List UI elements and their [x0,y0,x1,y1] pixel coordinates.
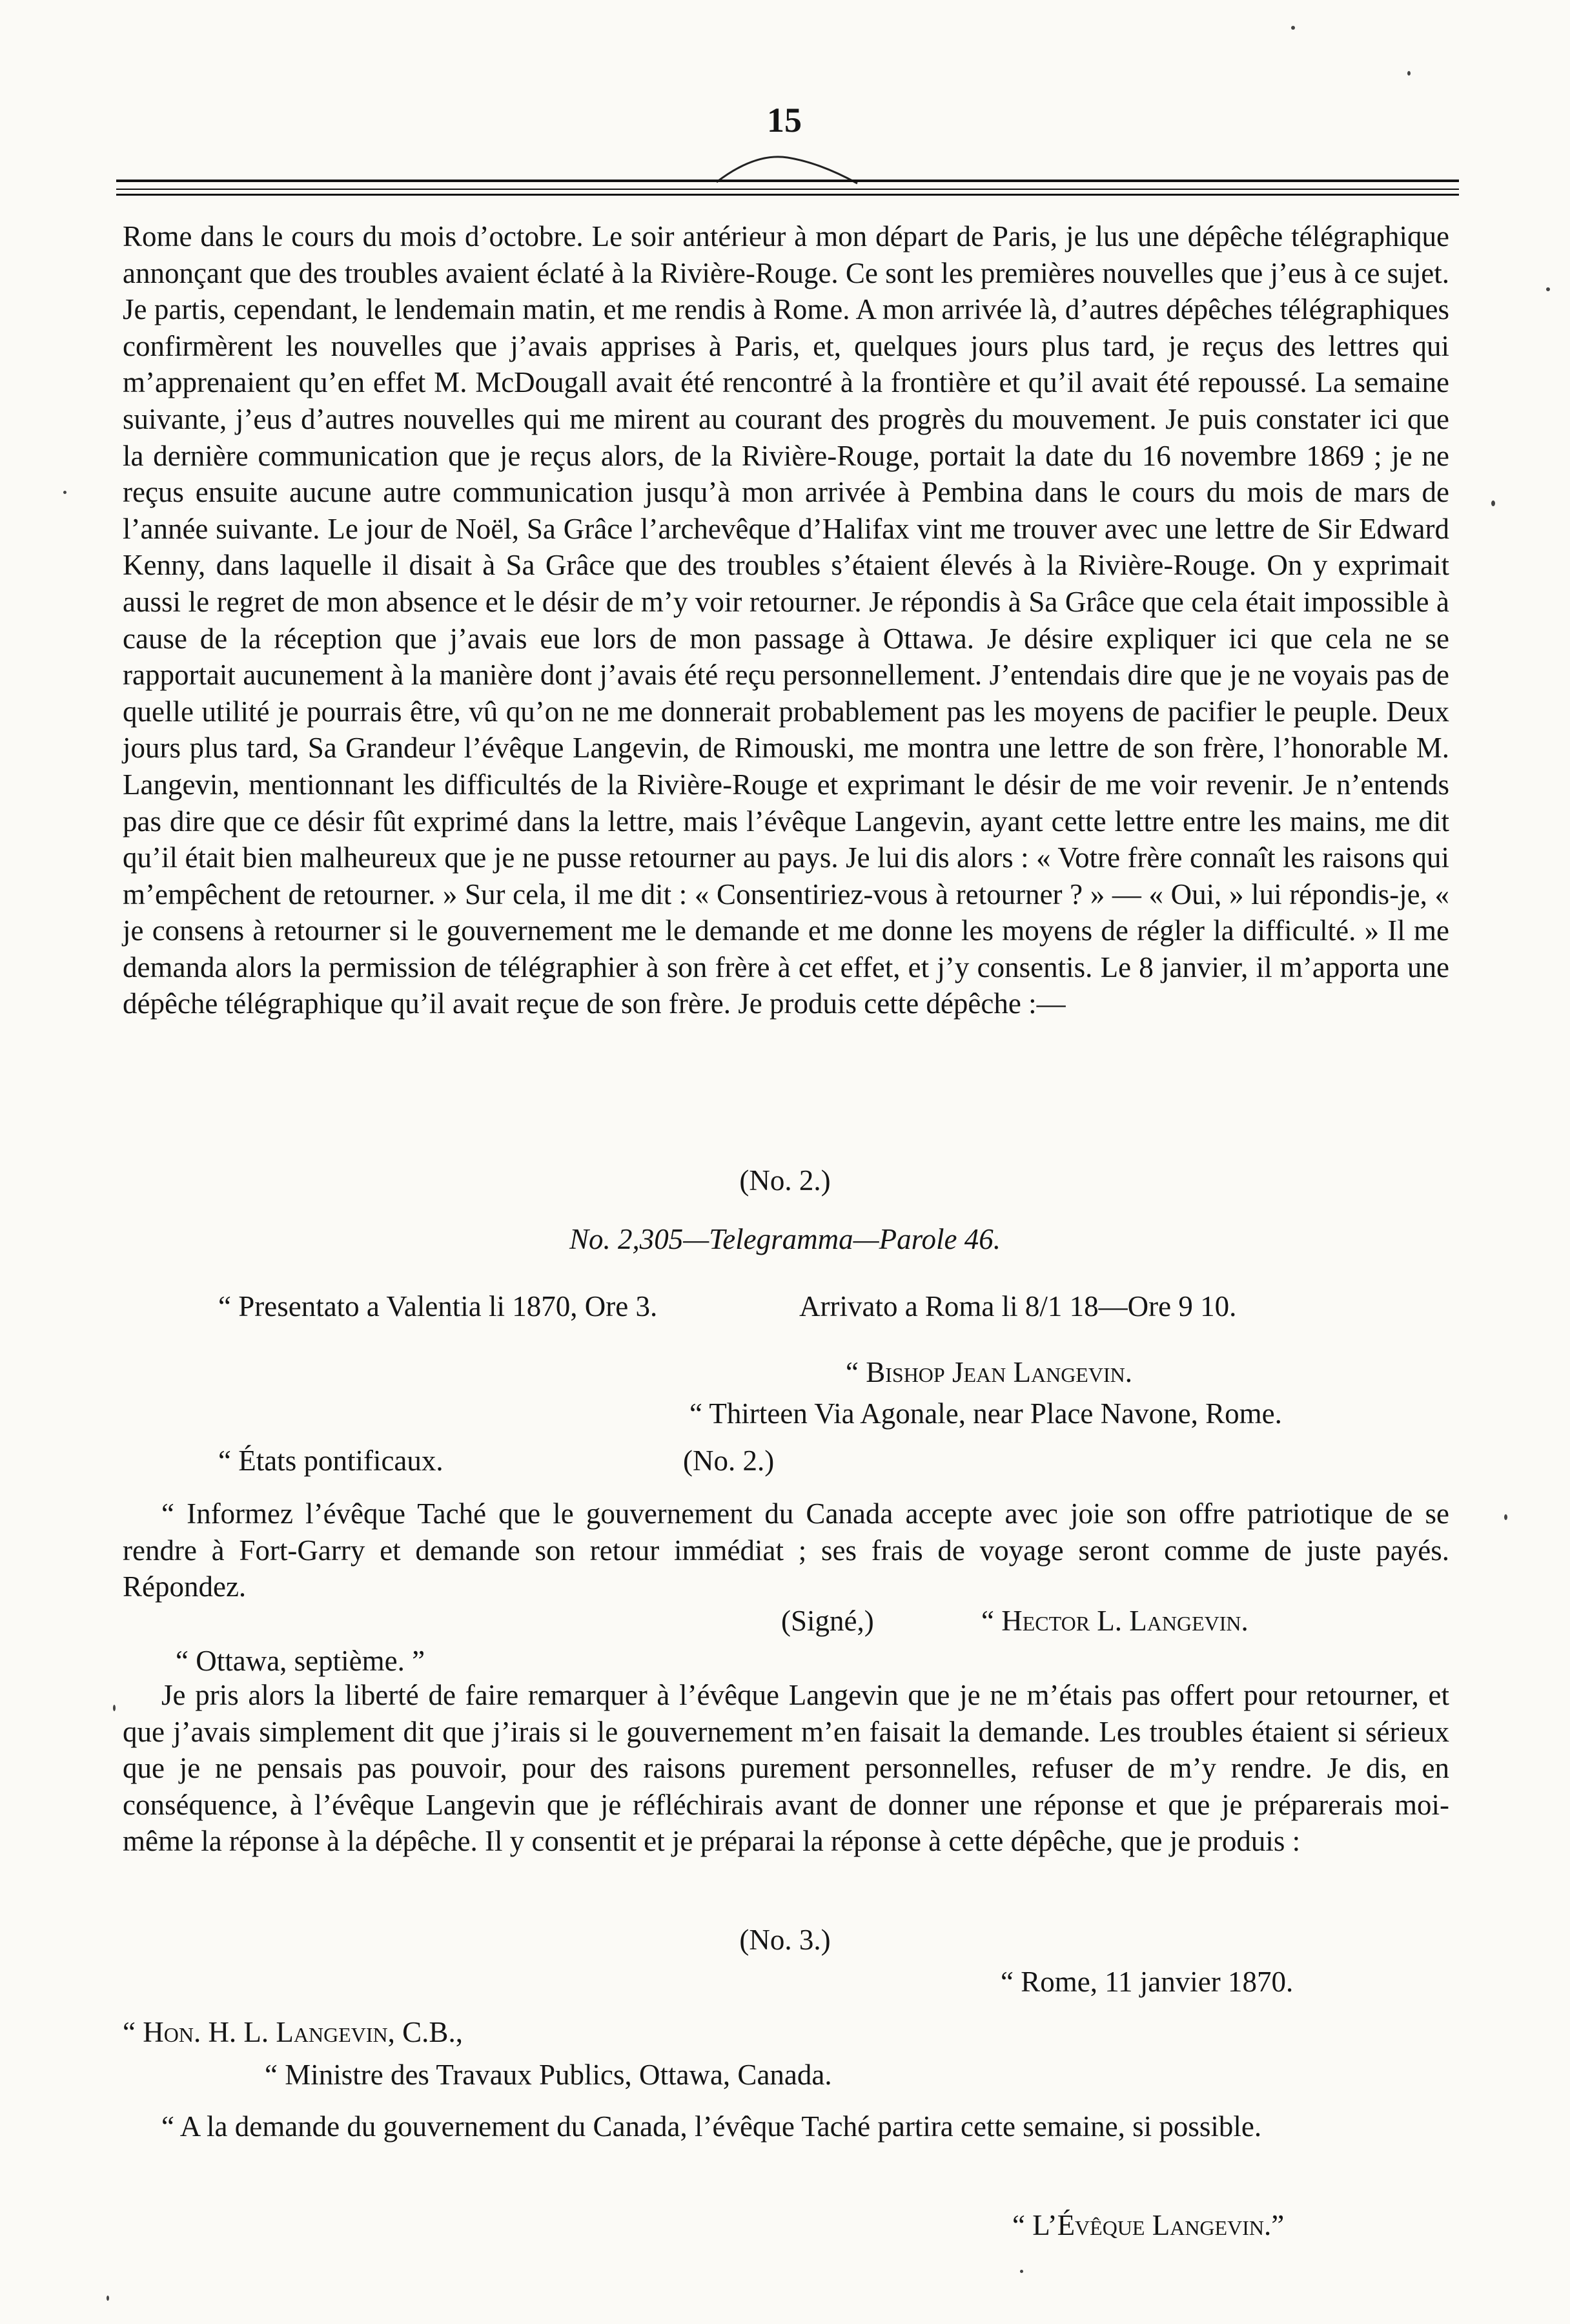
telegram-word: —Telegramma— [683,1223,879,1255]
telegram-parole: Parole 46. [879,1223,1001,1255]
scan-speck [63,491,66,494]
scan-speck [1407,71,1411,76]
telegram-address: “ Thirteen Via Agonale, near Place Navone, Rome. [689,1397,1282,1430]
letter-signature: “ L’Évêque Langevin.” [1012,2209,1285,2241]
telegram-etats: “ États pontificaux. [218,1445,443,1477]
document-label-no2: (No. 2.) [739,1164,831,1197]
telegram-place: “ Ottawa, septième. ” [176,1645,425,1677]
paragraph-2: Je pris alors la liberté de faire remarquer à l’évêque Langevin que je ne m’étais pas offert pour retourner, et que j’avais simplement dit que j’irais si le gouvernement m’en faisait la demande. Les troubles étaient si sérieux que je ne pensais pas pouvoir, pour des raisons purement personnelles, refuser de m’y rendre. Je dis, en conséquence, à l’évêque Langevin que je réfléchirais avant de donner une réponse et que je préparerais moi-même la réponse à la dépêche. Il y consentit et je préparai la réponse à cette dépêche, que je produis : [123,1679,1449,1858]
header-rule-thin [116,189,1459,190]
page-number: 15 [767,101,802,139]
telegram-message: “ Informez l’évêque Taché que le gouvernement du Canada accepte avec joie son offre patriotique de se rendre à Fort-Garry et demande son retour immédiat ; ses frais de voyage seront comme de juste payés. Répondez. [123,1497,1449,1603]
letter-addressee: “ Hon. H. L. Langevin, C.B., [123,2016,463,2048]
scan-speck [107,2296,109,2301]
scan-speck [1020,2270,1023,2273]
scan-speck [1546,287,1550,291]
header-rule-lower [116,194,1459,196]
telegram-signe: (Signé,) [781,1605,874,1637]
scan-speck [1491,500,1495,506]
telegram-header [0,1222,1570,1256]
telegram-number: No. 2,305 [569,1223,684,1255]
document-label-no3: (No. 3.) [739,1924,831,1956]
letter-message: “ A la demande du gouvernement du Canada, l’évêque Taché partira cette semaine, si possible. [161,2110,1262,2143]
telegram-addressee: “ Bishop Jean Langevin. [846,1356,1132,1388]
letter-title: “ Ministre des Travaux Publics, Ottawa, Canada. [265,2059,832,2091]
scan-speck [113,1705,116,1711]
letter-date: “ Rome, 11 janvier 1870. [1001,1966,1294,1998]
paragraph-1: Rome dans le cours du mois d’octobre. Le soir antérieur à mon départ de Paris, je lus une dépêche télégraphique annonçant que des troubles avaient éclaté à la Rivière-Rouge. Ce sont les premières nouvelles que j’eus à ce sujet. Je partis, cependant, le lendemain matin, et me rendis à Rome. A mon arrivée là, d’autres dépêches télégraphiques confirmèrent les nouvelles que j’avais apprises à Paris, et, quelques jours plus tard, je reçus des lettres qui m’apprenaient qu’en effet M. McDougall avait été rencontré à la frontière et qu’il avait été repoussé. La semaine suivante, j’eus d’autres nouvelles qui me mirent au courant des progrès du mouvement. Je puis constater ici que la dernière communication que je reçus alors, de la Rivière-Rouge, portait la date du 16 novembre 1869 ; je ne reçus ensuite aucune autre communication jusqu’à mon arrivée à Pembina dans le cours du mois de mars de l’année suivante. Le jour de Noël, Sa Grâce l’archevêque d’Halifax vint me trouver avec une lettre de Sir Edward Kenny, dans laquelle il disait à Sa Grâce que des troubles s’étaient élevés à la Rivière-Rouge. On y exprimait aussi le regret de mon absence et le désir de m’y voir retourner. Je répondis à Sa Grâce que cela était impossible à cause de la réception que j’avais eue lors de mon passage à Ottawa. Je désire expliquer ici que cela ne se rapportait aucunement à la manière dont j’avais été reçu personnellement. J’entendais dire que je ne voyais pas de quelle utilité je pourrais être, vû qu’on ne me donnerait probablement pas les moyens de pacifier le peuple. Deux jours plus tard, Sa Grandeur l’évêque Langevin, de Rimouski, me montra une lettre de son frère, l’honorable M. Langevin, mentionnant les difficultés de la Rivière-Rouge et exprimant le désir de me voir revenir. Je n’entends pas dire que ce désir fût exprimé dans la lettre, mais l’évêque Langevin, ayant cette lettre entre les mains, me dit qu’il était bien malheureux que je ne pusse retourner au pays. Je lui dis alors : « Votre frère connaît les raisons qui m’empêchent de retourner. » Sur cela, il me dit : « Consentiriez-vous à retourner ? » — « Oui, » lui répondis-je, « je consens à retourner si le gouvernement me le demande et me donne les moyens de régler la difficulté. » Il me demanda alors la permission de télégraphier à son frère à cet effet, et j’y consentis. Le 8 janvier, il m’apporta une dépêche télégraphique qu’il avait reçue de son frère. Je produis cette dépêche :— [123,220,1449,1020]
header-rule [116,180,1459,182]
scan-speck [1504,1514,1507,1520]
scan-speck [1291,26,1295,30]
telegram-arrivato: Arrivato a Roma li 8/1 18—Ore 9 10. [799,1290,1237,1322]
telegram-presentato: “ Presentato a Valentia li 1870, Ore 3. [218,1290,658,1322]
telegram-signature: “ Hector L. Langevin. [981,1605,1249,1637]
telegram-inner-no: (No. 2.) [683,1445,775,1477]
